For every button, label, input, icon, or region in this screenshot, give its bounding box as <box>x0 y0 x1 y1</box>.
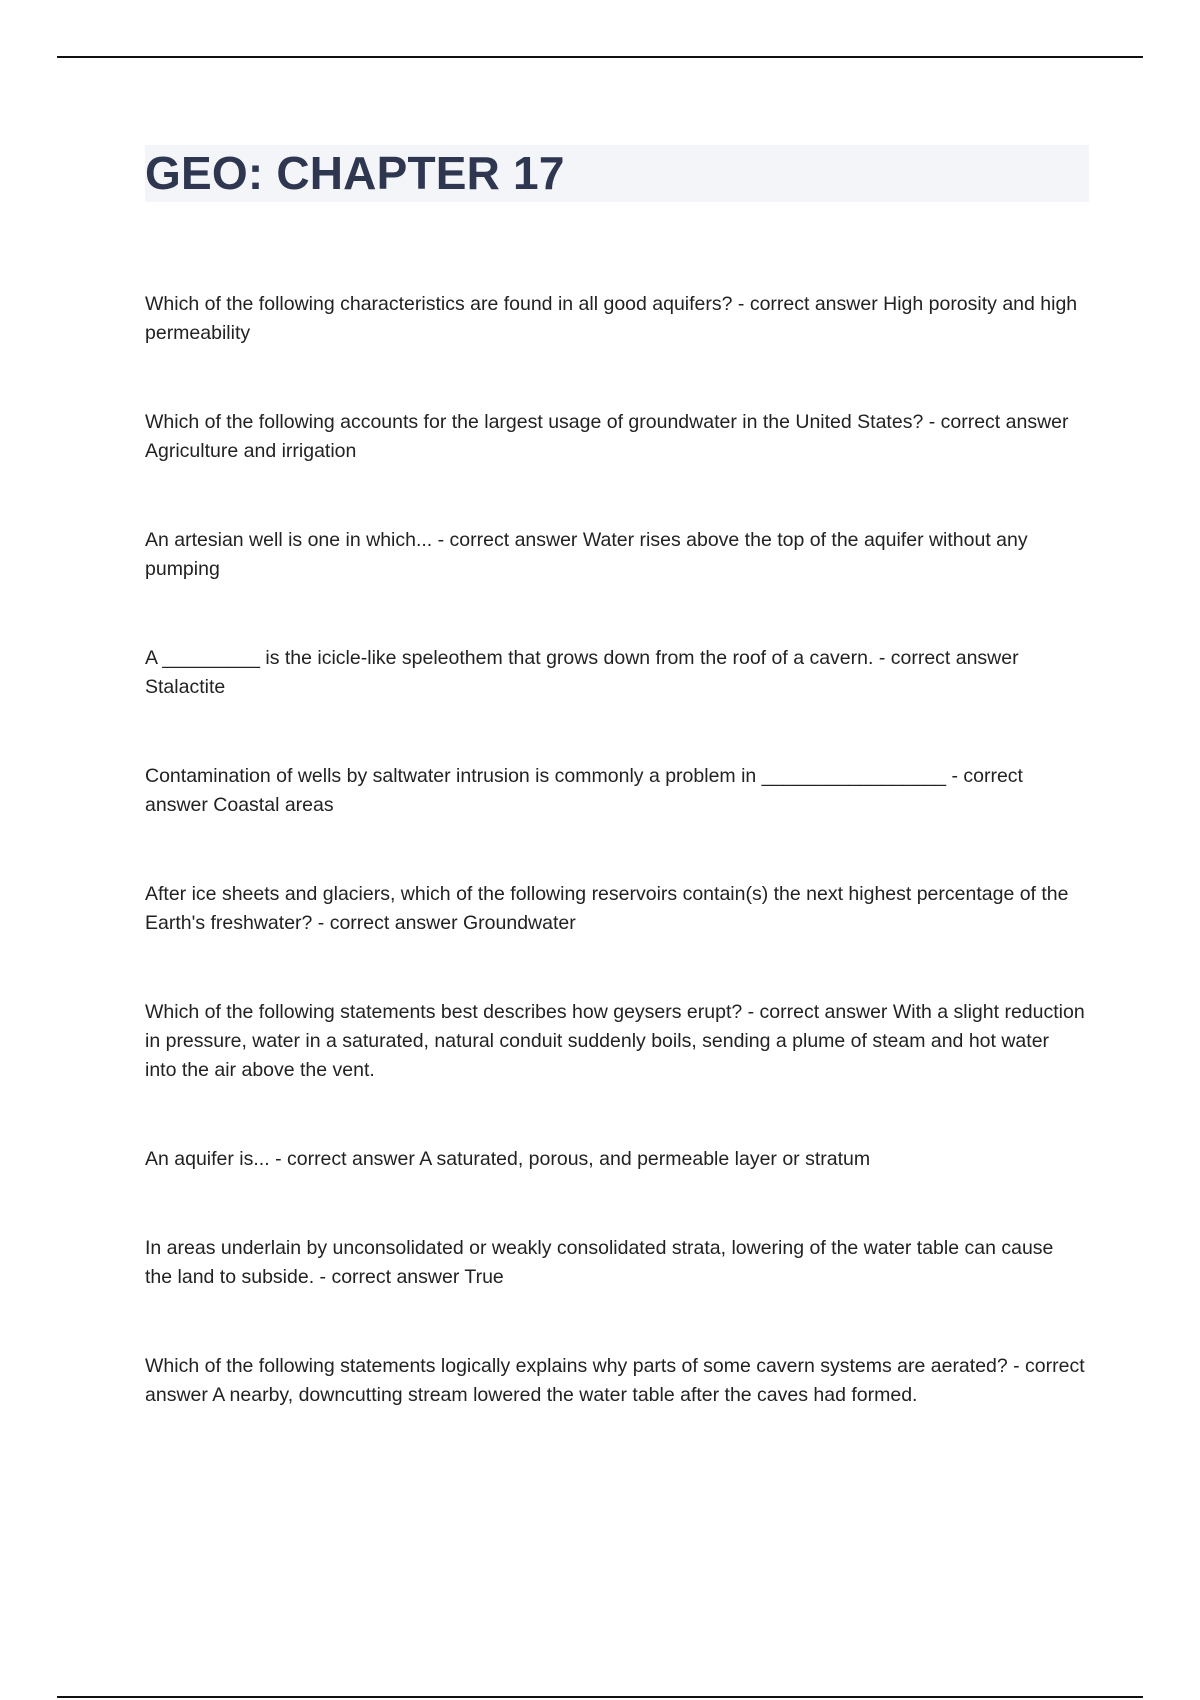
question-item: An aquifer is... - correct answer A saturated, porous, and permeable layer or stratum <box>145 1148 871 1170</box>
question-item: A _________ is the icicle-like speleothem that grows down from the roof of a cavern. - correct answer Stalactite <box>145 647 1019 698</box>
question-item: In areas underlain by unconsolidated or weakly consolidated strata, lowering of the water table can cause the land to subside. - correct answer True <box>145 1237 1054 1288</box>
footer-rule <box>57 1696 1143 1698</box>
question-item: An artesian well is one in which... - correct answer Water rises above the top of the aquifer without any pumping <box>145 529 1028 580</box>
question-item: Which of the following accounts for the largest usage of groundwater in the United States? - correct answer Agriculture and irrigation <box>145 411 1069 462</box>
page-title: GEO: CHAPTER 17 <box>145 147 565 199</box>
question-item: Which of the following statements logically explains why parts of some cavern systems are aerated? - correct answer A nearby, downcutting stream lowered the water table after the caves had formed. <box>145 1355 1085 1406</box>
question-list <box>145 290 1085 1470</box>
question-item: Which of the following statements best describes how geysers erupt? - correct answer With a slight reduction in pressure, water in a saturated, natural conduit suddenly boils, sending a plume of steam and hot water into the air above the vent. <box>145 1001 1085 1081</box>
question-item: Contamination of wells by saltwater intrusion is commonly a problem in _________________ - correct answer Coastal areas <box>145 765 1023 816</box>
header-rule <box>57 56 1143 58</box>
question-item: Which of the following characteristics are found in all good aquifers? - correct answer High porosity and high permeability <box>145 293 1078 344</box>
question-item: After ice sheets and glaciers, which of the following reservoirs contain(s) the next highest percentage of the Earth's freshwater? - correct answer Groundwater <box>145 883 1069 934</box>
